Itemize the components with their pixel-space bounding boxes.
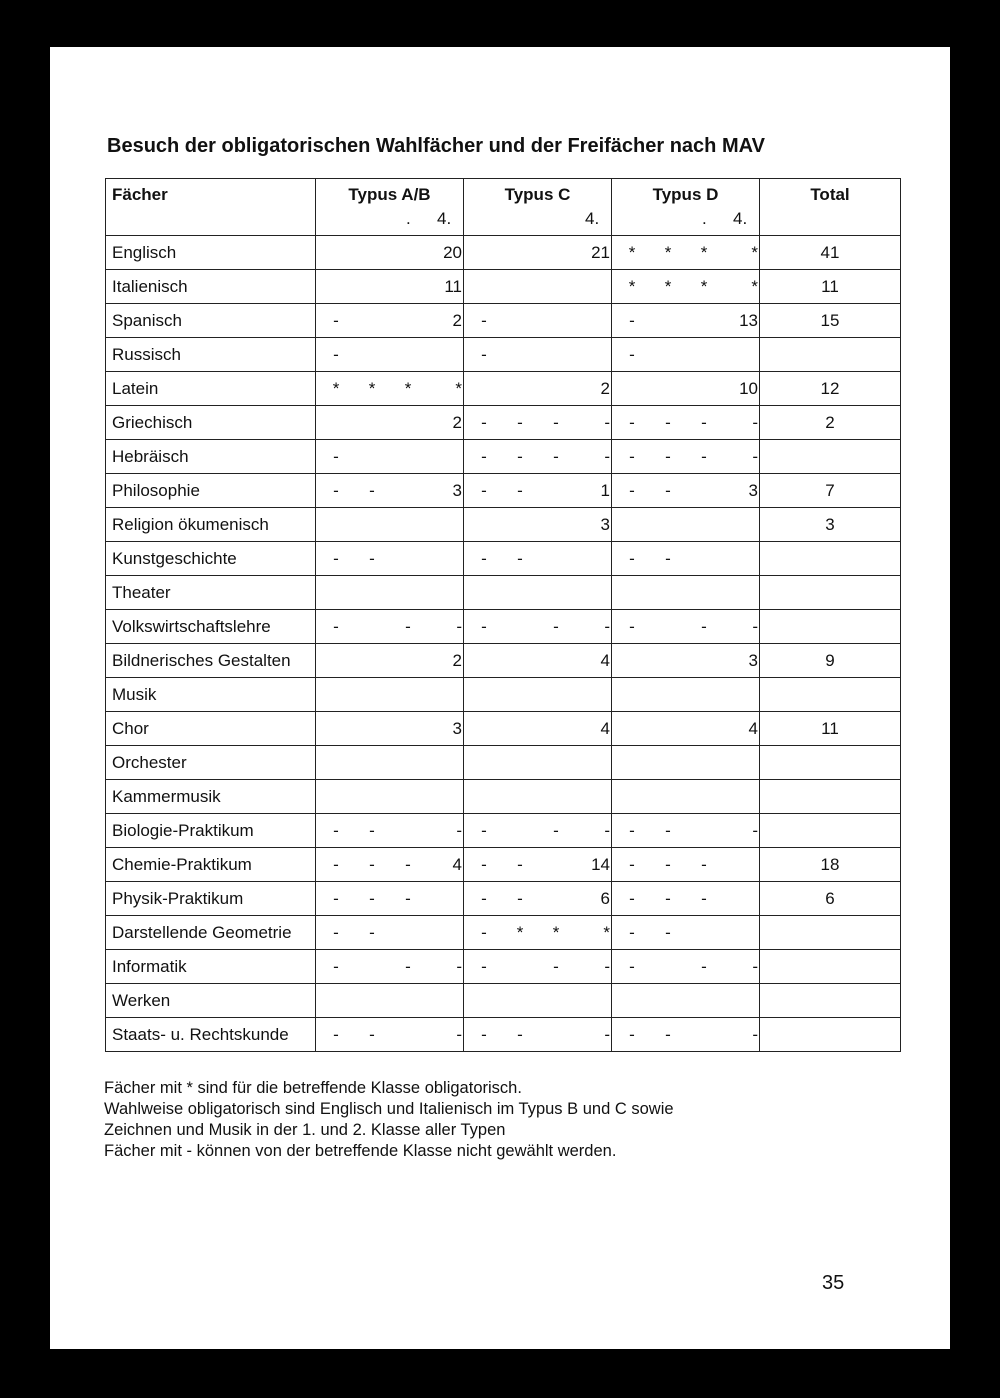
typ-c-cell [464,406,612,440]
typ-d-cell [612,304,760,338]
class-4-value: - [456,820,462,840]
typ-c-cell [464,304,612,338]
page-number: 35 [822,1272,845,1294]
class-3-value: - [701,888,707,908]
class-1-value: - [481,956,487,976]
class-3-value: - [553,616,559,636]
class-1-value: - [629,888,635,908]
class-4-value: 4 [748,718,758,738]
class-4-value: * [603,922,610,942]
total-value: 11 [760,712,901,746]
typ-ab-cell [316,576,464,610]
table-row [106,950,901,984]
class-1-value: - [629,310,635,330]
total-value: 7 [760,474,901,508]
footnote: Fächer mit - können von der betreffende Klasse nicht gewählt werden. [104,1142,617,1160]
header-total [760,179,901,236]
typ-d-cell [612,950,760,984]
class-2-value: - [517,888,523,908]
class-4-value: 3 [748,480,758,500]
header-subjects [106,179,316,236]
typ-c-cell [464,882,612,916]
class-2-value: - [369,888,375,908]
class-4-value: 2 [600,378,610,398]
class-1-value: - [629,548,635,568]
class-1-value: - [481,344,487,364]
typ-c-cell [464,916,612,950]
class-2-value: - [369,854,375,874]
class-1-value: - [333,344,339,364]
class-4-value: 3 [452,480,462,500]
subject-name: Griechisch [106,406,316,440]
typ-c-cell [464,712,612,746]
class-3-value: * [552,922,560,942]
typ-ab-cell [316,916,464,950]
class-3-value: - [553,446,559,466]
class-2-value: - [665,480,671,500]
typ-ab-cell [316,542,464,576]
class-1-value: - [629,922,635,942]
typ-d-cell [612,712,760,746]
table-row [106,474,901,508]
class-3-value: - [701,854,707,874]
total-value [760,746,901,780]
class-3-value: - [553,820,559,840]
class-2-value: - [369,820,375,840]
class-1-value: - [333,616,339,636]
class-2-value: - [517,480,523,500]
typ-ab-cell [316,814,464,848]
class-4-value: - [456,956,462,976]
typ-d-cell [612,236,760,270]
typ-ab-cell [316,984,464,1018]
table-row [106,1018,901,1052]
typ-d-cell [612,610,760,644]
class-4-value: - [604,956,610,976]
subject-table [105,178,901,1052]
page-title: Besuch der obligatorischen Wahlfächer und der Freifächer nach MAV [107,135,765,157]
class-1-value: - [629,344,635,364]
class-2-value: - [517,548,523,568]
class-4-value: - [752,956,758,976]
header-subjects-label: Fächer [112,185,168,204]
typ-ab-cell [316,712,464,746]
subject-name: Staats- u. Rechtskunde [106,1018,316,1052]
table-row [106,712,901,746]
typ-c-cell [464,338,612,372]
table-row [106,542,901,576]
class-4-value: - [604,1024,610,1044]
typ-ab-cell [316,372,464,406]
class-2-value: - [665,548,671,568]
header-typ-c [464,179,612,236]
class-2-value: - [665,854,671,874]
class-1-value: - [481,480,487,500]
typ-c-cell [464,236,612,270]
footnote: Fächer mit * sind für die betreffende Klasse obligatorisch. [104,1079,522,1097]
subject-name: Hebräisch [106,440,316,474]
class-1-value: - [333,888,339,908]
class-4-value: 6 [600,888,610,908]
class-1-value: - [629,1024,635,1044]
class-3-value: - [701,446,707,466]
class-4-value: - [752,446,758,466]
class-4-value: 4 [600,650,610,670]
total-value [760,950,901,984]
class-4-value: 10 [739,378,758,398]
class-3-value: - [553,956,559,976]
table-row [106,610,901,644]
class-4-value: * [455,378,462,398]
total-value [760,440,901,474]
subheader-dot: . [702,209,707,228]
class-1-value: * [628,276,636,296]
total-value [760,984,901,1018]
typ-d-cell [612,984,760,1018]
total-value: 6 [760,882,901,916]
subject-name: Theater [106,576,316,610]
typ-c-cell [464,780,612,814]
table-row [106,440,901,474]
class-3-value: * [700,242,708,262]
class-4-value: 11 [444,276,462,296]
class-4-value: 14 [591,854,610,874]
class-3-value: - [405,854,411,874]
class-1-value: - [629,956,635,976]
typ-d-cell [612,780,760,814]
total-value: 12 [760,372,901,406]
typ-d-cell [612,508,760,542]
class-1-value: - [481,820,487,840]
total-value: 9 [760,644,901,678]
class-4-value: 21 [591,242,610,262]
typ-c-cell [464,746,612,780]
class-4-value: - [752,412,758,432]
class-1-value: - [333,310,339,330]
class-2-value: - [665,922,671,942]
typ-c-cell [464,508,612,542]
class-1-value: - [333,820,339,840]
table-row [106,814,901,848]
class-4-value: - [456,616,462,636]
table-row [106,780,901,814]
total-value [760,814,901,848]
subject-name: Werken [106,984,316,1018]
total-value [760,780,901,814]
class-4-value: 2 [452,412,462,432]
table-row [106,372,901,406]
class-1-value: - [333,480,339,500]
total-value: 11 [760,270,901,304]
table-row [106,882,901,916]
subject-name: Italienisch [106,270,316,304]
table-row [106,406,901,440]
footnotes [104,1078,674,1162]
typ-ab-cell [316,474,464,508]
typ-c-cell [464,372,612,406]
footnote: Wahlweise obligatorisch sind Englisch und Italienisch im Typus B und C sowie [104,1100,674,1118]
class-4-value: 2 [452,310,462,330]
typ-d-cell [612,814,760,848]
class-1-value: - [481,888,487,908]
typ-ab-cell [316,848,464,882]
header-total-label: Total [810,185,850,204]
header-typ-ab [316,179,464,236]
subject-name: Physik-Praktikum [106,882,316,916]
class-1-value: - [481,310,487,330]
typ-c-cell [464,848,612,882]
class-4-value: - [752,820,758,840]
class-2-value: - [517,854,523,874]
class-1-value: - [481,412,487,432]
class-2-value: - [517,1024,523,1044]
class-2-value: - [665,820,671,840]
class-4-value: - [604,446,610,466]
class-1-value: * [628,242,636,262]
class-1-value: - [481,854,487,874]
class-1-value: - [481,548,487,568]
class-1-value: - [481,1024,487,1044]
total-value: 3 [760,508,901,542]
class-1-value: - [333,1024,339,1044]
typ-c-cell [464,950,612,984]
typ-ab-cell [316,950,464,984]
class-3-value: - [701,616,707,636]
subject-name: Musik [106,678,316,712]
class-1-value: - [333,548,339,568]
typ-ab-cell [316,440,464,474]
class-1-value: - [629,412,635,432]
typ-d-cell [612,270,760,304]
class-1-value: - [629,616,635,636]
header-typ-d [612,179,760,236]
class-1-value: - [629,820,635,840]
typ-d-cell [612,746,760,780]
typ-c-cell [464,984,612,1018]
subject-name: Religion ökumenisch [106,508,316,542]
class-1-value: * [332,378,340,398]
subheader-class: 4. [585,209,600,228]
class-4-value: - [604,820,610,840]
class-2-value: - [369,922,375,942]
class-4-value: 3 [600,514,610,534]
table-row [106,304,901,338]
subject-name: Orchester [106,746,316,780]
class-4-value: * [751,242,758,262]
class-4-value: 3 [748,650,758,670]
typ-ab-cell [316,508,464,542]
total-value [760,610,901,644]
typ-c-cell [464,474,612,508]
class-1-value: - [629,854,635,874]
class-1-value: - [481,922,487,942]
subheader-class: 4. [437,209,452,228]
class-4-value: * [751,276,758,296]
class-2-value: - [517,412,523,432]
typ-ab-cell [316,270,464,304]
total-value [760,338,901,372]
class-3-value: - [405,956,411,976]
class-2-value: - [517,446,523,466]
typ-d-cell [612,474,760,508]
subject-name: Kunstgeschichte [106,542,316,576]
class-1-value: - [333,854,339,874]
document-page [50,47,950,1349]
table-row [106,916,901,950]
total-value [760,1018,901,1052]
typ-d-cell [612,372,760,406]
class-4-value: 4 [600,718,610,738]
typ-d-cell [612,916,760,950]
class-2-value: - [369,548,375,568]
total-value: 15 [760,304,901,338]
class-4-value: - [752,1024,758,1044]
typ-ab-cell [316,882,464,916]
total-value [760,678,901,712]
table-row [106,678,901,712]
typ-ab-cell [316,236,464,270]
typ-c-cell [464,1018,612,1052]
subject-name: Latein [106,372,316,406]
total-value: 41 [760,236,901,270]
class-1-value: - [333,922,339,942]
subject-name: Volkswirtschaftslehre [106,610,316,644]
typ-c-cell [464,644,612,678]
subject-name: Bildnerisches Gestalten [106,644,316,678]
table-row [106,270,901,304]
class-1-value: - [481,446,487,466]
class-3-value: - [701,412,707,432]
total-value: 2 [760,406,901,440]
typ-d-cell [612,882,760,916]
class-4-value: 3 [452,718,462,738]
typ-ab-cell [316,746,464,780]
footnote: Zeichnen und Musik in der 1. und 2. Klasse aller Typen [104,1121,506,1139]
class-2-value: * [368,378,376,398]
typ-c-cell [464,440,612,474]
typ-d-cell [612,1018,760,1052]
class-4-value: - [604,412,610,432]
class-2-value: - [665,446,671,466]
class-1-value: - [333,446,339,466]
total-value [760,542,901,576]
class-2-value: * [516,922,524,942]
class-3-value: - [405,888,411,908]
table-body [106,236,901,1052]
class-3-value: * [404,378,412,398]
subject-name: Spanisch [106,304,316,338]
typ-d-cell [612,440,760,474]
class-2-value: - [665,1024,671,1044]
table-row [106,576,901,610]
class-1-value: - [333,956,339,976]
typ-ab-cell [316,406,464,440]
table-row [106,338,901,372]
typ-c-cell [464,814,612,848]
subheader-dot: . [406,209,411,228]
class-2-value: - [369,480,375,500]
subject-name: Biologie-Praktikum [106,814,316,848]
class-3-value: - [405,616,411,636]
typ-ab-cell [316,644,464,678]
subject-name: Darstellende Geometrie [106,916,316,950]
class-2-value: - [665,888,671,908]
typ-c-cell [464,270,612,304]
class-1-value: - [629,446,635,466]
typ-c-cell [464,542,612,576]
class-3-value: - [701,956,707,976]
total-value: 18 [760,848,901,882]
class-2-value: - [665,412,671,432]
class-3-value: * [700,276,708,296]
subject-name: Englisch [106,236,316,270]
typ-ab-cell [316,1018,464,1052]
total-value [760,576,901,610]
class-4-value: 2 [452,650,462,670]
table-row [106,644,901,678]
class-4-value: 1 [600,480,610,500]
total-value [760,916,901,950]
typ-ab-cell [316,780,464,814]
table-row [106,848,901,882]
typ-c-cell [464,678,612,712]
class-4-value: - [456,1024,462,1044]
typ-d-cell [612,644,760,678]
header-typ-ab-label: Typus A/B [348,185,431,204]
class-4-value: - [752,616,758,636]
typ-d-cell [612,542,760,576]
class-4-value: 20 [443,242,462,262]
class-4-value: 13 [739,310,758,330]
class-4-value: 4 [452,854,462,874]
table-row [106,508,901,542]
class-3-value: - [553,412,559,432]
class-2-value: * [664,276,672,296]
header-row [106,179,901,236]
subject-name: Kammermusik [106,780,316,814]
typ-d-cell [612,406,760,440]
typ-d-cell [612,678,760,712]
typ-ab-cell [316,304,464,338]
typ-c-cell [464,610,612,644]
header-typ-d-label: Typus D [652,185,719,204]
class-4-value: - [604,616,610,636]
typ-ab-cell [316,338,464,372]
subject-name: Philosophie [106,474,316,508]
class-1-value: - [629,480,635,500]
typ-ab-cell [316,678,464,712]
class-2-value: - [369,1024,375,1044]
subject-name: Chor [106,712,316,746]
typ-d-cell [612,338,760,372]
typ-ab-cell [316,610,464,644]
class-1-value: - [481,616,487,636]
header-typ-c-label: Typus C [504,185,571,204]
typ-d-cell [612,576,760,610]
class-2-value: * [664,242,672,262]
table-row [106,236,901,270]
subject-name: Chemie-Praktikum [106,848,316,882]
subject-name: Russisch [106,338,316,372]
subheader-class: 4. [733,209,748,228]
table-row [106,746,901,780]
table-row [106,984,901,1018]
subject-name: Informatik [106,950,316,984]
typ-d-cell [612,848,760,882]
typ-c-cell [464,576,612,610]
